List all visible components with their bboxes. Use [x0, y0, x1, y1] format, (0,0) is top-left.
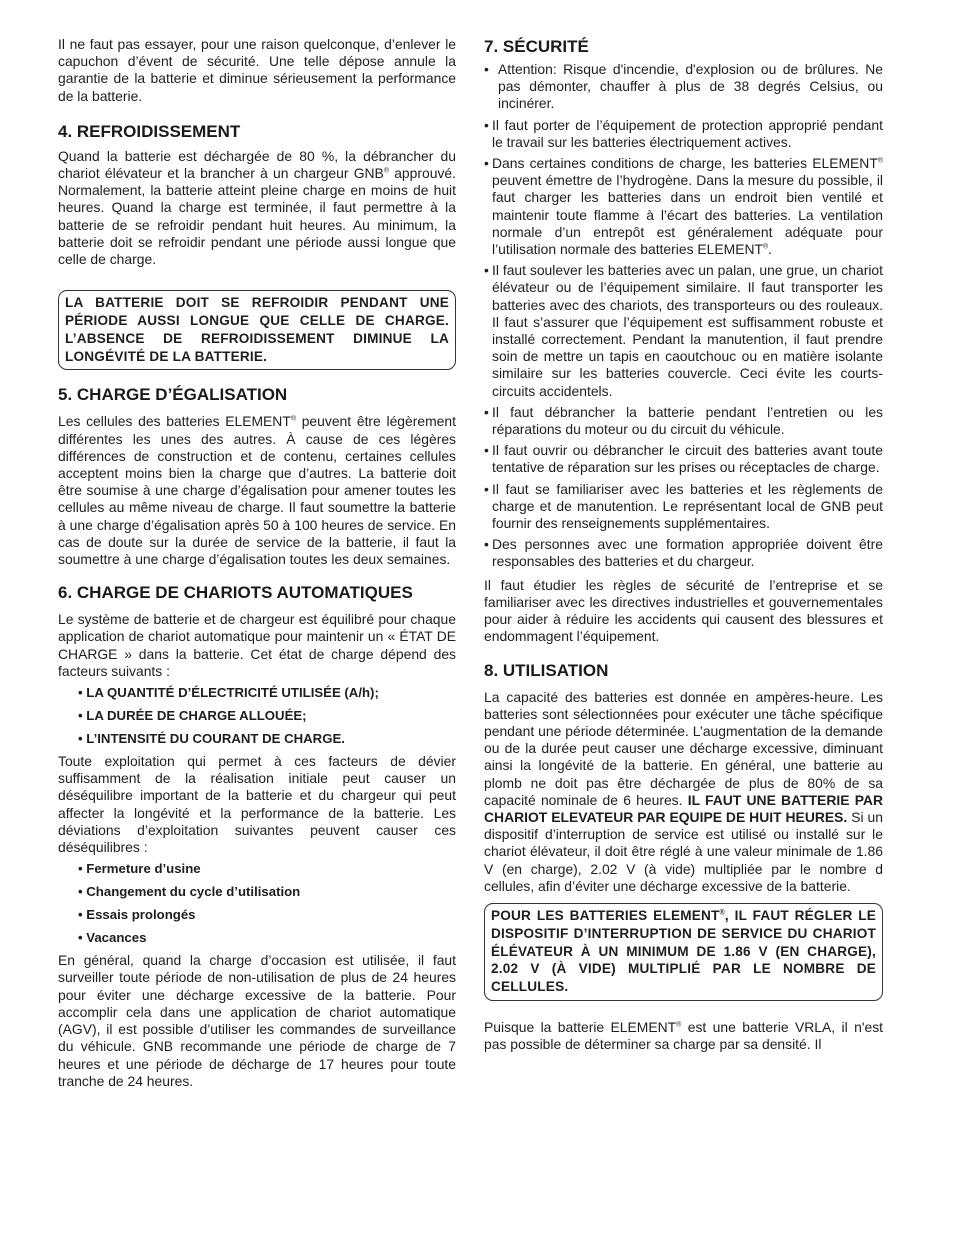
list-item [484, 155, 883, 258]
right-column [484, 36, 883, 1053]
bullet: • [484, 536, 489, 553]
bullet: • [484, 403, 489, 420]
bullet: • [484, 442, 489, 459]
intro-paragraph: Il ne faut pas essayer, pour une raison quelconque, d’enlever le capuchon d’évent de sécurité. Une telle dépose annule la garantie de la batterie et diminue sérieusement la performance de la batterie. [58, 36, 456, 104]
list-item-text: Il faut soulever les batteries avec un palan, une grue, un chariot élévateur ou de l’équipement similaire. Il faut transporter les batteries avec des chariots, des transporteurs ou des rouleaux. Il faut s’assurer que l’équipement est suffisamment robuste et installé correctement. Pendant la manutention, il faut prendre soin de mettre un tapis en caoutchouc ou en matière isolante similaire sur les batteries couvercle. Ceci évite les courts-circuits accidentels. [492, 262, 883, 399]
refroidissement-paragraph [58, 148, 456, 268]
bullet: • [484, 155, 489, 172]
registered-mark: ® [762, 243, 769, 251]
list-item [484, 536, 883, 570]
list-item: • LA DURÉE DE CHARGE ALLOUÉE; [78, 708, 307, 724]
text-run: Les cellules des batteries ELEMENT [58, 413, 291, 430]
utilisation-paragraph-2 [484, 1019, 883, 1053]
list-item-text [492, 155, 883, 258]
securite-closing-paragraph: Il faut étudier les règles de sécurité de l’entreprise et se familiariser avec les directives industrielles et gouvernementales pour aider à réduire les accidents qui causent des blessures et endommagent l’équipement. [484, 576, 883, 645]
registered-mark: ® [290, 415, 296, 423]
bullet: • [484, 116, 489, 133]
text-run: . [768, 241, 773, 258]
registered-mark: ® [877, 157, 883, 165]
text-run: La capacité des batteries est donnée en ampères-heure. Les batteries sont sélectionnées pour exécuter une tâche spécifique pendant une période déterminée. L’augmentation de la demande ou de la durée peut causer une décharge excessive, diminuant ainsi la longévité de la batterie. En général, une batterie au plomb ne doit pas être déchargée de plus de 80% de sa capacité nominale de 6 heures. [484, 688, 883, 808]
utilisation-paragraph [484, 689, 883, 895]
list-item [484, 404, 883, 438]
list-item-text: Des personnes avec une formation appropriée doivent être responsables des batteries et du chargeur. [492, 536, 883, 570]
section-title-securite: 7. SÉCURITÉ [484, 37, 589, 56]
registered-mark: ® [676, 1021, 682, 1029]
list-item: • Fermeture d’usine [78, 861, 201, 877]
text-run: peuvent être légèrement différentes les unes des autres. À cause de ces légères différences de construction et de contenu, certaines cellules acceptent moins bien la charge que d’autres. La batterie doit être soumise à une charge d’égalisation pour amener toutes les cellules au même niveau de charge. Il faut soumettre la batterie à une charge d’égalisation après 50 à 100 heures de service. En cas de doute sur la durée de service de la batterie, il faut la soumettre à une charge d’égalisation toutes les deux semaines. [58, 413, 456, 568]
list-item: • Changement du cycle d’utilisation [78, 884, 301, 900]
bullet: • [484, 262, 489, 279]
section-title-egalisation: 5. CHARGE D’ÉGALISATION [58, 385, 288, 405]
list-item: • Essais prolongés [78, 907, 196, 923]
safety-list [484, 61, 883, 571]
section-title-utilisation: 8. UTILISATION [484, 660, 609, 680]
list-item [484, 117, 883, 151]
text-run: est une batterie VRLA, il n'est pas possible de déterminer sa charge par sa densité. Il [484, 1018, 883, 1053]
list-item-text: Il faut débrancher la batterie pendant l’entretien ou les réparations du moteur ou du circuit du véhicule. [492, 403, 883, 438]
text-run: , IL FAUT RÉGLER LE DISPOSITIF D’INTERRUPTION DE SERVICE DU CHARIOT ÉLÉVATEUR À UN MINIMUM DE 1.86 V (EN CHARGE), 2.02 V (À VIDE) MULTIPLIÉ PAR LE NOMBRE DE CELLULES. [491, 907, 876, 995]
section-title-chariots-automatiques: 6. CHARGE DE CHARIOTS AUTOMATIQUES [58, 583, 413, 603]
deviations-list [58, 860, 456, 946]
list-item-text: Il faut porter de l’équipement de protection approprié pendant le travail sur les batteries électriquement actives. [492, 116, 883, 150]
list-item: • LA QUANTITÉ D’ÉLECTRICITÉ UTILISÉE (A/h); [78, 685, 379, 701]
list-item [484, 442, 883, 476]
bullet: • [484, 480, 489, 497]
egalisation-paragraph [58, 413, 456, 568]
list-item-text: Il faut se familiariser avec les batteries et les règlements de charge et de manutention. Le représentant local de GNB peut fournir des renseignements supplémentaires. [492, 480, 883, 532]
text-run: Puisque la batterie ELEMENT [484, 1018, 677, 1035]
list-item-text: Il faut ouvrir ou débrancher le circuit des batteries avant toute tentative de réparation sur les prises ou réceptacles de charge. [492, 442, 883, 476]
list-item [484, 481, 883, 533]
bold-text-run: IL FAUT UNE BATTERIE PAR CHARIOT ELEVATEUR PAR EQUIPE DE HUIT HEURES. [484, 791, 883, 825]
text-run: approuvé. Normalement, la batterie atteint pleine charge en moins de huit heures. Quand la charge est terminée, il faut permettre à la batterie de se refroidir pendant huit heures. Au minimum, la batterie doit se refroidir pendant une période aussi longue que celle de charge. [58, 165, 456, 268]
warning-box-refroidissement: LA BATTERIE DOIT SE REFROIDIR PENDANT UNE PÉRIODE AUSSI LONGUE QUE CELLE DE CHARGE. L’ABSENCE DE REFROIDISSEMENT DIMINUE LA LONGÉVITÉ DE LA BATTERIE. [58, 290, 456, 370]
registered-mark: ® [383, 167, 389, 175]
list-item [484, 262, 883, 400]
list-item: • Vacances [78, 930, 147, 946]
factors-list [58, 684, 456, 747]
bullet: • [484, 61, 489, 77]
left-column [58, 36, 456, 1090]
list-item [484, 61, 883, 113]
chariots-paragraph-3: En général, quand la charge d’occasion est utilisée, il faut surveiller toute période de non-utilisation de plus de 24 heures pour éviter une décharge excessive de la batterie. Pour accomplir cela dans une application de chariot automatique (AGV), il est possible d’utiliser les commandes de surveillance du véhicule. GNB recommande une période de charge de 7 heures et une période de décharge de 17 heures pour toute tranche de 24 heures. [58, 952, 456, 1089]
chariots-paragraph-1: Le système de batterie et de chargeur est équilibré pour chaque application de chariot automatique pour maintenir un « ÉTAT DE CHARGE » dans la batterie. Cet état de charge dépend des facteurs suivants : [58, 611, 456, 679]
text-run: Si un dispositif d’interruption de service est utilisé ou installé sur le chariot élévateur, il doit être réglé à une valeur minimale de 1.86 V (en charge), 2.02 V (à vide) multipliée par le nombre d cellules, afin d’éviter une décharge excessive de la batterie. [484, 808, 883, 894]
text-run: POUR LES BATTERIES ELEMENT [491, 907, 720, 923]
text-run: Dans certaines conditions de charge, les batteries ELEMENT [492, 155, 878, 172]
text-run: Quand la batterie est déchargée de 80 %, la débrancher du chariot élévateur et la brancher à un chargeur GNB [58, 147, 456, 182]
warning-box-utilisation [484, 903, 883, 1001]
section-title-refroidissement: 4. REFROIDISSEMENT [58, 121, 241, 141]
text-run: peuvent émettre de l’hydrogène. Dans la mesure du possible, il faut charger les batteries dans un endroit bien ventilé et maintenir toute flamme à l’écart des batteries. La ventilation normale d’un entrepôt est généralement adéquate pour l’utilisation normale des batteries ELEMENT [492, 172, 883, 258]
list-item: • L’INTENSITÉ DU COURANT DE CHARGE. [78, 731, 345, 747]
chariots-paragraph-2: Toute exploitation qui permet à ces facteurs de dévier suffisamment de la réalisation initiale peut causer un déséquilibre important de la batterie et du chargeur qui peut affecter la longévité et la performance de la batterie. Les déviations d’exploitation suivantes peuvent causer ces déséquilibres : [58, 753, 456, 856]
list-item-text: Attention: Risque d'incendie, d'explosion ou de brûlures. Ne pas démonter, chauffer à plus de 38 degrés Celsius, ou incinérer. [498, 61, 883, 112]
registered-mark: ® [719, 909, 725, 917]
